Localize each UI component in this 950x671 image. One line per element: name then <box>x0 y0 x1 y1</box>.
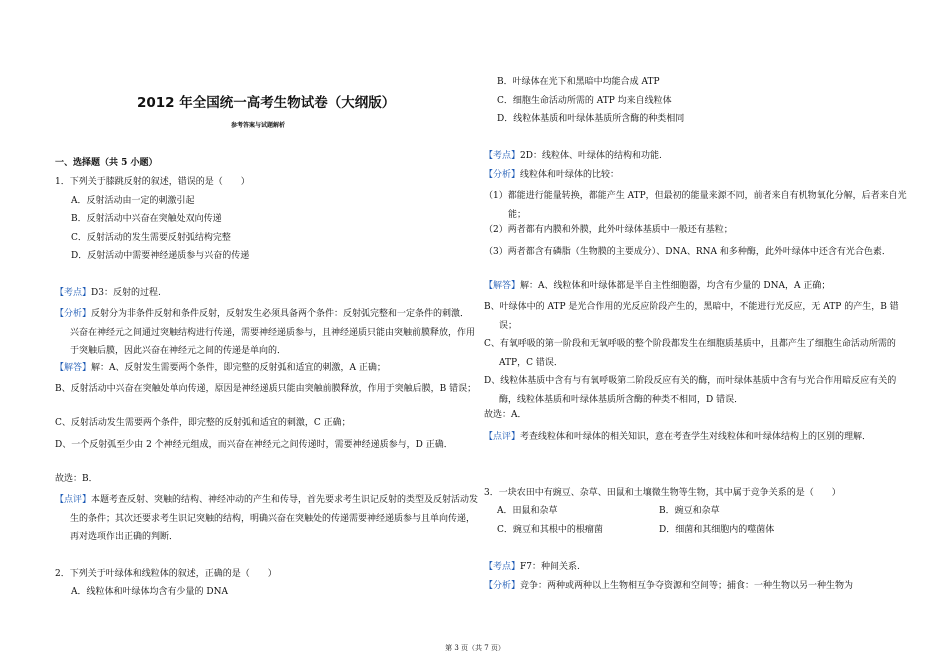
q1-jieda-line-a: 解：A、反射发生需要两个条件，即完整的反射弧和适宜的刺激，A 正确； <box>91 363 386 373</box>
page-footer: 第 3 页（共 7 页） <box>445 644 505 652</box>
q2-fenxi <box>484 169 619 181</box>
q1-jieda <box>55 362 386 374</box>
q1-kaodian <box>55 287 161 299</box>
q1-fenxi-tag: 【分析】 <box>55 309 92 319</box>
q2-kaodian-tag: 【考点】 <box>484 151 521 161</box>
q2-kaodian-text: 2D：线粒体、叶绿体的结构和功能. <box>520 151 662 161</box>
q1-jieda-tag: 【解答】 <box>55 363 92 373</box>
question-3-stem: 3．一块农田中有豌豆、杂草、田鼠和土壤微生物等生物，其中属于竞争关系的是（ ） <box>484 488 841 498</box>
q2-fenxi-line-4: （3）两者都含有磷脂（生物膜的主要成分）、DNA、RNA 和多种酶，此外叶绿体中还含有光合色素． <box>484 247 891 257</box>
question-1-stem: 1．下列关于膝跳反射的叙述，错误的是（ ） <box>55 177 250 187</box>
question-2-option-d: D．线粒体基质和叶绿体基质所含酶的种类相同 <box>497 114 685 124</box>
q2-jieda-tag: 【解答】 <box>484 281 521 291</box>
q2-dianping <box>484 428 911 447</box>
question-1-option-b: B．反射活动中兴奋在突触处双向传递 <box>71 214 222 224</box>
q1-kaodian-tag: 【考点】 <box>55 288 92 298</box>
question-2-option-c: C．细胞生命活动所需的 ATP 均来自线粒体 <box>497 96 672 106</box>
q3-fenxi-text: 竞争：两种或两种以上生物相互争夺资源和空间等；捕食：一种生物以另一种生物为 <box>520 581 854 591</box>
question-1-option-c: C．反射活动的发生需要反射弧结构完整 <box>71 233 231 243</box>
q1-fenxi <box>55 305 478 361</box>
question-3-option-d: D．细菌和其细胞内的噬菌体 <box>659 525 775 535</box>
q2-jieda <box>484 280 830 292</box>
question-3-option-b: B．豌豆和杂草 <box>659 506 720 516</box>
q2-fenxi-line-1: 线粒体和叶绿体的比较： <box>520 170 620 180</box>
q1-kaodian-text: D3：反射的过程. <box>91 288 161 298</box>
q1-fenxi-text: 反射分为非条件反射和条件反射，反射发生必须具备两个条件：反射弧完整和一定条件的刺激．兴奋在神经元之间通过突触结构进行传递，需要神经递质参与，且神经递质只能由突触前膜释放，作用于突触后膜，因此兴奋在神经元之间的传递是单向的． <box>70 309 476 356</box>
q1-jieda-line-c: C、反射活动发生需要两个条件，即完整的反射弧和适宜的刺激，C 正确； <box>55 418 351 428</box>
q3-kaodian-tag: 【考点】 <box>484 562 521 572</box>
q2-dianping-text: 考查线粒体和叶绿体的相关知识，意在考查学生对线粒体和叶绿体结构上的区别的理解． <box>520 432 872 442</box>
q1-jieda-line-d: D、一个反射弧至少由 2 个神经元组成，而兴奋在神经元之间传递时，需要神经递质参与，D 正确． <box>55 440 453 450</box>
q1-answer: 故选：B． <box>55 474 98 484</box>
q2-fenxi-line-3: （2）两者都有内膜和外膜，此外叶绿体基质中一般还有基粒； <box>484 225 733 235</box>
q1-dianping-text: 本题考查反射、突触的结构、神经冲动的产生和传导，首先要求考生识记反射的类型及反射活动发生的条件；其次还要求考生识记突触的结构，明确兴奋在突触处的传递需要神经递质参与且单向传递，再对选项作出正确的判断． <box>70 495 479 542</box>
q2-answer: 故选：A． <box>484 410 527 420</box>
question-2-option-a: A．线粒体和叶绿体均含有少量的 DNA <box>71 587 228 597</box>
question-1-option-a: A．反射活动由一定的刺激引起 <box>71 196 195 206</box>
q2-dianping-tag: 【点评】 <box>484 432 521 442</box>
q3-fenxi-tag: 【分析】 <box>484 581 521 591</box>
q2-jieda-line-b: B、叶绿体中的 ATP 是光合作用的光反应阶段产生的，黑暗中，不能进行光反应，无 ATP 的产生，B 错误； <box>484 302 899 331</box>
question-1-option-d: D．反射活动中需要神经递质参与兴奋的传递 <box>71 251 250 261</box>
q3-kaodian-text: F7：种间关系. <box>520 562 580 572</box>
page-title: 2012 年全国统一高考生物试卷（大纲版） <box>137 95 396 111</box>
question-2-option-b: B．叶绿体在光下和黑暗中均能合成 ATP <box>497 77 660 87</box>
q3-fenxi <box>484 580 853 592</box>
question-3-option-a: A．田鼠和杂草 <box>497 506 558 516</box>
q3-kaodian <box>484 561 580 573</box>
q2-jieda-line-d: D、线粒体基质中含有与有氧呼吸第二阶段反应有关的酶，而叶绿体基质中含有与光合作用暗反应有关的酶，线粒体基质和叶绿体基质所含酶的种类不相同，D 错误． <box>484 376 897 405</box>
q2-fenxi-line-2: （1）都能进行能量转换，都能产生 ATP，但最初的能量来源不同，前者来自有机物氧化分解，后者来自光能； <box>484 191 907 220</box>
page-subtitle: 参考答案与试题解析 <box>231 122 286 129</box>
question-2-stem: 2．下列关于叶绿体和线粒体的叙述，正确的是（ ） <box>55 569 277 579</box>
q1-dianping-tag: 【点评】 <box>55 495 92 505</box>
q2-jieda-line-c: C、有氧呼吸的第一阶段和无氧呼吸的整个阶段都发生在细胞质基质中，且都产生了细胞生命活动所需的 ATP，C 错误． <box>484 339 896 368</box>
q1-jieda-line-b: B、反射活动中兴奋在突触处单向传递，原因是神经递质只能由突触前膜释放，作用于突触后膜，B 错误； <box>55 384 477 394</box>
q2-fenxi-tag: 【分析】 <box>484 170 521 180</box>
q1-dianping <box>55 491 483 547</box>
q2-kaodian <box>484 150 662 162</box>
question-3-option-c: C．豌豆和其根中的根瘤菌 <box>497 525 603 535</box>
section-heading: 一、选择题（共 5 小题） <box>55 158 158 168</box>
q2-jieda-line-a: 解：A、线粒体和叶绿体都是半自主性细胞器，均含有少量的 DNA，A 正确； <box>520 281 831 291</box>
